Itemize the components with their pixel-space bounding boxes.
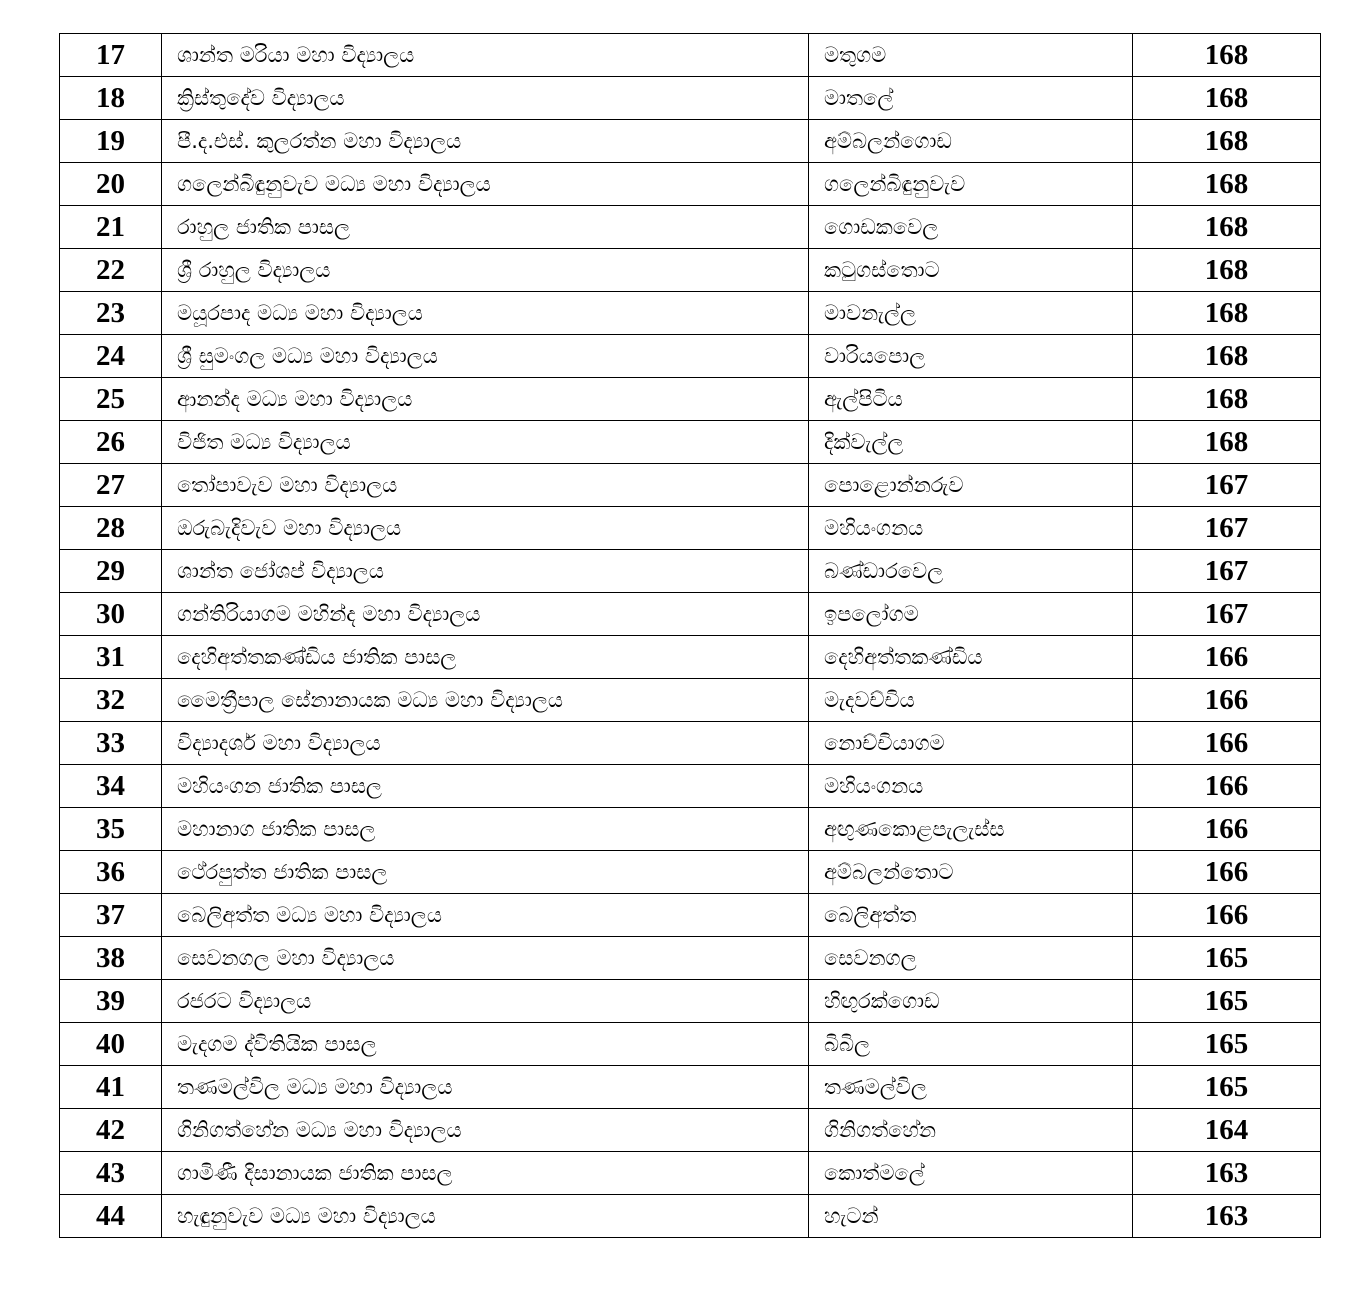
table-row xyxy=(60,765,1321,808)
rank-number-cell: 28 xyxy=(60,507,162,550)
school-name-cell: රජරට විද්‍යාලය xyxy=(162,980,809,1023)
city-name-cell: මතුගම xyxy=(809,34,1133,77)
score-cell: 168 xyxy=(1133,335,1321,378)
table-row xyxy=(60,851,1321,894)
score-cell: 165 xyxy=(1133,1066,1321,1109)
city-name-cell: වාරියපොල xyxy=(809,335,1133,378)
rank-number-cell: 24 xyxy=(60,335,162,378)
rank-number-cell: 17 xyxy=(60,34,162,77)
city-name-cell: අඟුණකොළපැලැස්ස xyxy=(809,808,1133,851)
city-name-cell: දික්වැල්ල xyxy=(809,421,1133,464)
rank-number-cell: 30 xyxy=(60,593,162,636)
school-name-cell: ශ්‍රී සුමංගල මධ්‍ය මහා විද්‍යාලය xyxy=(162,335,809,378)
table-row xyxy=(60,1152,1321,1195)
score-cell: 167 xyxy=(1133,507,1321,550)
score-cell: 165 xyxy=(1133,1023,1321,1066)
table-row xyxy=(60,421,1321,464)
table-row xyxy=(60,722,1321,765)
school-name-cell: ගිනිගත්හේන මධ්‍ය මහා විද්‍යාලය xyxy=(162,1109,809,1152)
table-row xyxy=(60,206,1321,249)
school-name-cell: බෙලිඅත්ත මධ්‍ය මහා විද්‍යාලය xyxy=(162,894,809,937)
school-name-cell: ගලෙන්බිඳුනුවැව මධ්‍ය මහා විද්‍යාලය xyxy=(162,163,809,206)
city-name-cell: කොත්මලේ xyxy=(809,1152,1133,1195)
table-row xyxy=(60,378,1321,421)
school-name-cell: සෙවනගල මහා විද්‍යාලය xyxy=(162,937,809,980)
score-cell: 168 xyxy=(1133,120,1321,163)
school-name-cell: ගන්තිරියාගම මහින්ද මහා විද්‍යාලය xyxy=(162,593,809,636)
rank-number-cell: 31 xyxy=(60,636,162,679)
score-cell: 163 xyxy=(1133,1195,1321,1238)
rank-number-cell: 43 xyxy=(60,1152,162,1195)
table-row xyxy=(60,507,1321,550)
table-row xyxy=(60,1023,1321,1066)
table-row xyxy=(60,163,1321,206)
rank-number-cell: 42 xyxy=(60,1109,162,1152)
city-name-cell: ගොඩකවෙල xyxy=(809,206,1133,249)
rank-number-cell: 22 xyxy=(60,249,162,292)
city-name-cell: සෙවනගල xyxy=(809,937,1133,980)
school-name-cell: මෛත්‍රීපාල සේනානායක මධ්‍ය මහා විද්‍යාලය xyxy=(162,679,809,722)
table-row xyxy=(60,937,1321,980)
rank-number-cell: 41 xyxy=(60,1066,162,1109)
rank-number-cell: 23 xyxy=(60,292,162,335)
school-name-cell: තෝපාවැව මහා විද්‍යාලය xyxy=(162,464,809,507)
city-name-cell: මැදවච්චිය xyxy=(809,679,1133,722)
school-name-cell: හැඳුනුවැව මධ්‍ය මහා විද්‍යාලය xyxy=(162,1195,809,1238)
rank-number-cell: 37 xyxy=(60,894,162,937)
score-cell: 166 xyxy=(1133,636,1321,679)
city-name-cell: මාතලේ xyxy=(809,77,1133,120)
city-name-cell: මාවනැල්ල xyxy=(809,292,1133,335)
table-row xyxy=(60,335,1321,378)
school-name-cell: ඔරුබැදිවැව මහා විද්‍යාලය xyxy=(162,507,809,550)
rank-number-cell: 36 xyxy=(60,851,162,894)
score-cell: 166 xyxy=(1133,679,1321,722)
score-cell: 167 xyxy=(1133,550,1321,593)
table-row xyxy=(60,77,1321,120)
rank-number-cell: 18 xyxy=(60,77,162,120)
rank-number-cell: 40 xyxy=(60,1023,162,1066)
score-cell: 168 xyxy=(1133,206,1321,249)
school-name-cell: ක්‍රිස්තුදේව විද්‍යාලය xyxy=(162,77,809,120)
school-name-cell: පී.ද.එස්. කුලරත්න මහා විද්‍යාලය xyxy=(162,120,809,163)
table-row xyxy=(60,679,1321,722)
school-name-cell: විජිත මධ්‍ය විද්‍යාලය xyxy=(162,421,809,464)
city-name-cell: අම්බලන්ගොඩ xyxy=(809,120,1133,163)
city-name-cell: ඇල්පිටිය xyxy=(809,378,1133,421)
table-row xyxy=(60,808,1321,851)
rank-number-cell: 44 xyxy=(60,1195,162,1238)
table-row xyxy=(60,1109,1321,1152)
table-row xyxy=(60,464,1321,507)
score-cell: 168 xyxy=(1133,34,1321,77)
city-name-cell: මහියංගනය xyxy=(809,507,1133,550)
score-cell: 168 xyxy=(1133,421,1321,464)
school-name-cell: ආනන්ද මධ්‍ය මහා විද්‍යාලය xyxy=(162,378,809,421)
rank-number-cell: 34 xyxy=(60,765,162,808)
rank-number-cell: 19 xyxy=(60,120,162,163)
school-name-cell: ශාන්ත ජෝශප් විද්‍යාලය xyxy=(162,550,809,593)
city-name-cell: තණමල්විල xyxy=(809,1066,1133,1109)
rank-number-cell: 38 xyxy=(60,937,162,980)
city-name-cell: බණ්ඩාරවෙල xyxy=(809,550,1133,593)
school-name-cell: මහියංගන ජාතික පාසල xyxy=(162,765,809,808)
city-name-cell: ගලෙන්බිඳුනුවැව xyxy=(809,163,1133,206)
rank-number-cell: 29 xyxy=(60,550,162,593)
score-cell: 167 xyxy=(1133,593,1321,636)
table-row xyxy=(60,120,1321,163)
school-results-table xyxy=(59,33,1321,1238)
rank-number-cell: 35 xyxy=(60,808,162,851)
city-name-cell: බිබිල xyxy=(809,1023,1133,1066)
score-cell: 165 xyxy=(1133,980,1321,1023)
school-name-cell: විද්‍යාදර්ශ මහා විද්‍යාලය xyxy=(162,722,809,765)
school-name-cell: මැදගම ද්විතියික පාසල xyxy=(162,1023,809,1066)
city-name-cell: දෙහිඅත්තකණ්ඩිය xyxy=(809,636,1133,679)
school-name-cell: තණමල්විල මධ්‍ය මහා විද්‍යාලය xyxy=(162,1066,809,1109)
school-name-cell: මහානාග ජාතික පාසල xyxy=(162,808,809,851)
city-name-cell: හැටන් xyxy=(809,1195,1133,1238)
rank-number-cell: 32 xyxy=(60,679,162,722)
school-name-cell: ශ්‍රී රාහුල විද්‍යාලය xyxy=(162,249,809,292)
score-cell: 164 xyxy=(1133,1109,1321,1152)
table-row xyxy=(60,249,1321,292)
score-cell: 166 xyxy=(1133,722,1321,765)
score-cell: 166 xyxy=(1133,851,1321,894)
score-cell: 166 xyxy=(1133,894,1321,937)
school-name-cell: ශාන්ත මරියා මහා විද්‍යාලය xyxy=(162,34,809,77)
city-name-cell: නොච්චියාගම xyxy=(809,722,1133,765)
score-cell: 168 xyxy=(1133,249,1321,292)
city-name-cell: ගිනිගත්හේන xyxy=(809,1109,1133,1152)
score-cell: 168 xyxy=(1133,378,1321,421)
rank-number-cell: 33 xyxy=(60,722,162,765)
rank-number-cell: 20 xyxy=(60,163,162,206)
school-name-cell: රාහුල ජාතික පාසල xyxy=(162,206,809,249)
score-cell: 168 xyxy=(1133,292,1321,335)
score-cell: 165 xyxy=(1133,937,1321,980)
rank-number-cell: 25 xyxy=(60,378,162,421)
city-name-cell: පොළොන්නරුව xyxy=(809,464,1133,507)
rank-number-cell: 27 xyxy=(60,464,162,507)
city-name-cell: ඉපලෝගම xyxy=(809,593,1133,636)
table-row xyxy=(60,593,1321,636)
table-row xyxy=(60,34,1321,77)
city-name-cell: කටුගස්තොට xyxy=(809,249,1133,292)
table-row xyxy=(60,636,1321,679)
score-cell: 168 xyxy=(1133,77,1321,120)
results-table-body xyxy=(60,34,1321,1238)
score-cell: 167 xyxy=(1133,464,1321,507)
score-cell: 168 xyxy=(1133,163,1321,206)
score-cell: 166 xyxy=(1133,808,1321,851)
city-name-cell: හිඟුරක්ගොඩ xyxy=(809,980,1133,1023)
city-name-cell: මහියංගනය xyxy=(809,765,1133,808)
rank-number-cell: 39 xyxy=(60,980,162,1023)
table-row xyxy=(60,980,1321,1023)
city-name-cell: අම්බලන්තොට xyxy=(809,851,1133,894)
table-row xyxy=(60,550,1321,593)
table-row xyxy=(60,292,1321,335)
rank-number-cell: 21 xyxy=(60,206,162,249)
score-cell: 163 xyxy=(1133,1152,1321,1195)
school-name-cell: මයූරපාද මධ්‍ය මහා විද්‍යාලය xyxy=(162,292,809,335)
school-name-cell: ථේරපුත්ත ජාතික පාසල xyxy=(162,851,809,894)
city-name-cell: බෙලිඅත්ත xyxy=(809,894,1133,937)
score-cell: 166 xyxy=(1133,765,1321,808)
school-name-cell: දෙහිඅත්තකණ්ඩිය ජාතික පාසල xyxy=(162,636,809,679)
table-row xyxy=(60,894,1321,937)
school-name-cell: ගාමිණී දිසානායක ජාතික පාසල xyxy=(162,1152,809,1195)
table-row xyxy=(60,1195,1321,1238)
table-row xyxy=(60,1066,1321,1109)
rank-number-cell: 26 xyxy=(60,421,162,464)
